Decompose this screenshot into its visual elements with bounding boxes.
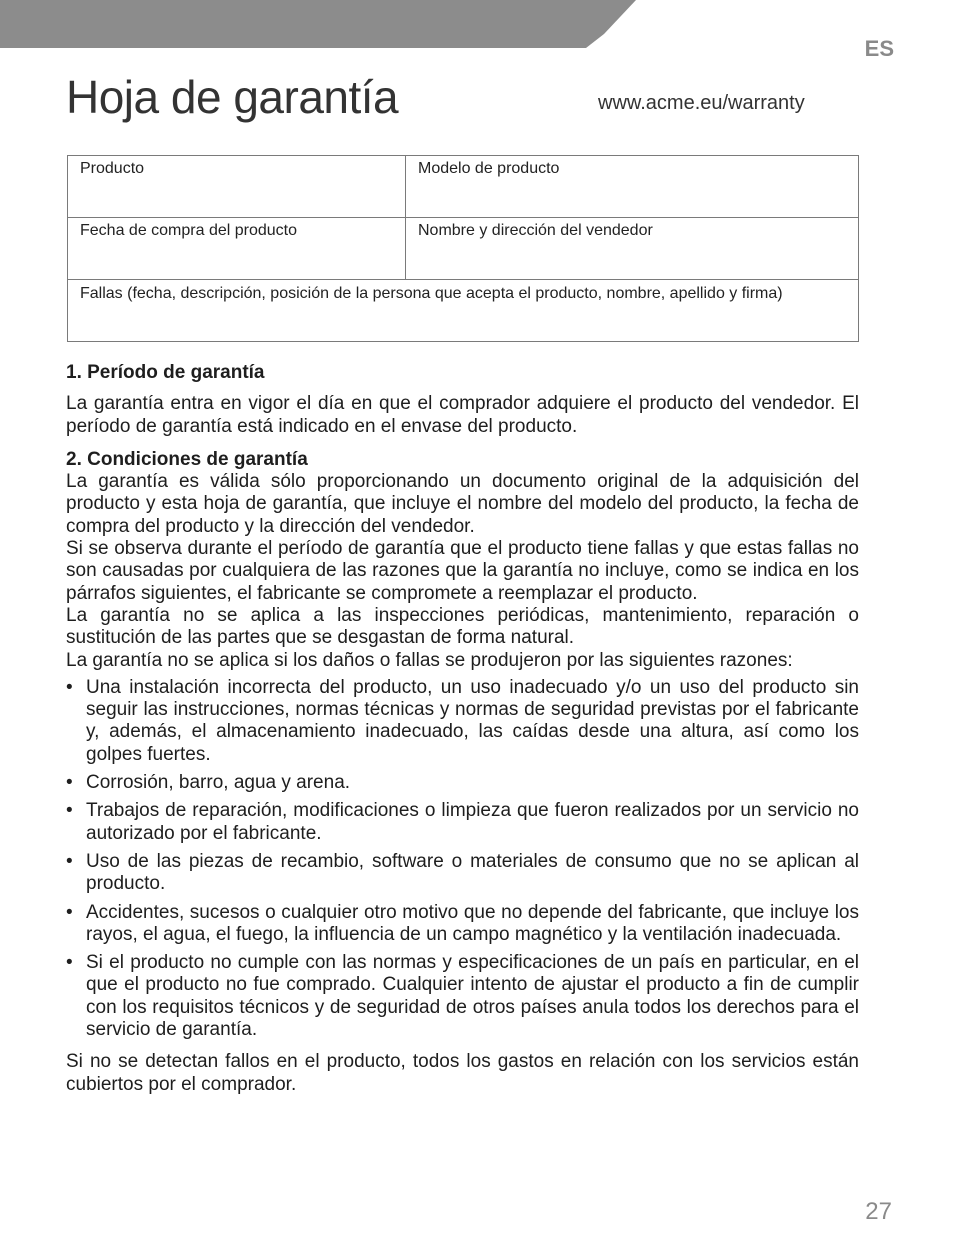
conditions-paragraph-1: La garantía es válida sólo proporcionando un documento original de la adquisición del producto y esta hoja de garantía, que incluye el nombre del modelo del producto, la fecha de compra del producto y la dirección del vendedor. (66, 471, 859, 537)
bullet-icon: • (66, 850, 73, 872)
list-item: • Accidentes, sucesos o cualquier otro motivo que no depende del fabricante, que incluye los rayos, el agua, el fuego, la influencia de un campo magnético y la ventilación inadecuada. (66, 901, 859, 945)
bullet-icon: • (66, 676, 73, 698)
language-code: ES (864, 36, 894, 61)
period-paragraph: La garantía entra en vigor el día en que el comprador adquiere el producto del vendedor. El período de garantía está indicado en el envase del producto. (66, 393, 859, 437)
model-cell: Modelo de producto (406, 156, 859, 218)
warranty-text (66, 362, 859, 1096)
bullet-icon: • (66, 800, 73, 822)
purchase-date-cell: Fecha de compra del producto (68, 218, 406, 280)
section-heading-period: 1. Período de garantía (66, 362, 265, 383)
warranty-form-table (67, 155, 859, 342)
faults-cell: Fallas (fecha, descripción, posición de la persona que acepta el producto, nombre, apellido y firma) (68, 280, 859, 342)
bullet-icon: • (66, 901, 73, 923)
page-number: 27 (865, 1198, 892, 1225)
list-item: • Trabajos de reparación, modificaciones o limpieza que fueron realizados por un servicio no autorizado por el fabricante. (66, 800, 859, 844)
page-title: Hoja de garantía (66, 71, 399, 123)
conditions-paragraph-3: La garantía no se aplica a las inspecciones periódicas, mantenimiento, reparación o sustitución de las partes que se desgastan de forma natural. (66, 604, 859, 649)
conditions-paragraph-2: Si se observa durante el período de garantía que el producto tiene fallas y que estas fallas no son causadas por cualquiera de las razones que la garantía no incluye, como se indica en los párrafos siguientes, el fabricante se compromete a reemplazar el producto. (66, 538, 859, 604)
closing-paragraph: Si no se detectan fallos en el producto, todos los gastos en relación con los servicios están cubiertos por el comprador. (66, 1051, 859, 1095)
warranty-url: www.acme.eu/warranty (598, 92, 805, 114)
exclusions-list (66, 677, 859, 1041)
list-item: • Corrosión, barro, agua y arena. (66, 772, 351, 794)
section-heading-conditions: 2. Condiciones de garantía (66, 448, 308, 470)
list-item: • Si el producto no cumple con las normas y especificaciones de un país en particular, en el que el producto no fue comprado. Cualquier intento de ajustar el producto a fin de cumplir con los requisitos técnicos y de seguridad de otros países anula todos los derechos para el servicio de garantía. (66, 952, 859, 1041)
conditions-paragraph-4: La garantía no se aplica si los daños o fallas se produjeron por las siguientes razones: (66, 649, 793, 671)
list-item: • Uso de las piezas de recambio, software o materiales de consumo que no se aplican al producto. (66, 850, 859, 895)
seller-cell: Nombre y dirección del vendedor (406, 218, 859, 280)
bullet-icon: • (66, 772, 73, 794)
list-item: • Una instalación incorrecta del producto, un uso inadecuado y/o un uso del producto sin seguir las instrucciones, normas técnicas y normas de seguridad previstas por el fabricante y, además, el almacenamiento inadecuado, las caídas desde una altura, así como los golpes fuertes. (66, 676, 859, 765)
header-band (0, 0, 640, 48)
bullet-icon: • (66, 952, 73, 974)
product-cell: Producto (68, 156, 406, 218)
